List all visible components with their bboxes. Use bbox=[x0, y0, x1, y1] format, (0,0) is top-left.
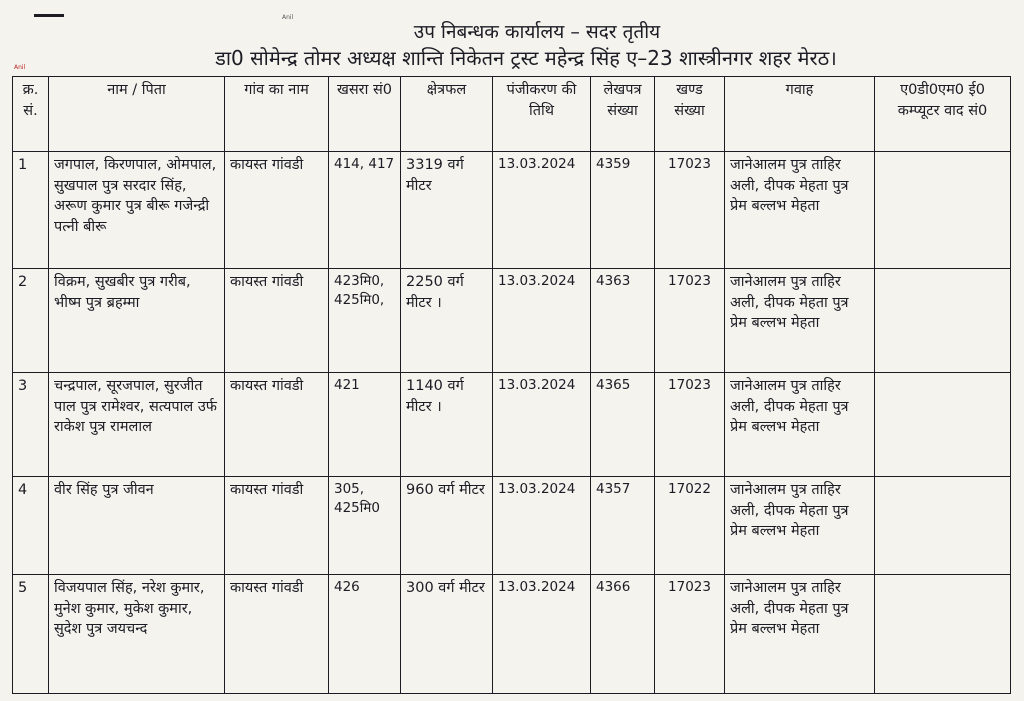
col-header-witness: गवाह bbox=[725, 77, 875, 152]
cell-village: कायस्त गांवडी bbox=[225, 373, 329, 477]
cell-case-no bbox=[875, 269, 1011, 373]
cell-khasra: 421 bbox=[329, 373, 401, 477]
cell-date: 13.03.2024 bbox=[493, 373, 591, 477]
handwritten-note: Anil bbox=[282, 14, 294, 21]
col-header-name: नाम / पिता bbox=[49, 77, 225, 152]
cell-serial: 5 bbox=[13, 575, 49, 694]
cell-volume-no: 17023 bbox=[655, 373, 725, 477]
col-header-case-no: ए0डी0एम0 ई0 कम्प्यूटर वाद सं0 bbox=[875, 77, 1011, 152]
cell-date: 13.03.2024 bbox=[493, 269, 591, 373]
top-dash-mark bbox=[34, 14, 64, 17]
cell-village: कायस्त गांवडी bbox=[225, 575, 329, 694]
cell-volume-no: 17022 bbox=[655, 477, 725, 575]
cell-case-no bbox=[875, 575, 1011, 694]
cell-volume-no: 17023 bbox=[655, 269, 725, 373]
table-row bbox=[13, 269, 1011, 373]
cell-serial: 3 bbox=[13, 373, 49, 477]
cell-witness: जानेआलम पुत्र ताहिर अली, दीपक मेहता पुत्र प्रेम बल्लभ मेहता bbox=[725, 477, 875, 575]
table-row bbox=[13, 575, 1011, 694]
col-header-khasra: खसरा सं0 bbox=[329, 77, 401, 152]
cell-serial: 2 bbox=[13, 269, 49, 373]
document-subtitle: डा0 सोमेन्द्र तोमर अध्यक्ष शान्ति निकेतन ट्रस्ट महेन्द्र सिंह ए–23 शास्त्रीनगर शहर मेरठ। bbox=[215, 46, 837, 70]
table-row bbox=[13, 373, 1011, 477]
cell-name: विक्रम, सुखबीर पुत्र गरीब, भीष्म पुत्र ब्रहम्मा bbox=[49, 269, 225, 373]
cell-case-no bbox=[875, 152, 1011, 269]
office-title: उप निबन्धक कार्यालय – सदर तृतीय bbox=[413, 21, 661, 43]
cell-deed-no: 4359 bbox=[591, 152, 655, 269]
cell-name: जगपाल, किरणपाल, ओमपाल, सुखपाल पुत्र सरदार सिंह, अरूण कुमार पुत्र बीरू गजेन्द्री पत्नी बीरू bbox=[49, 152, 225, 269]
cell-khasra: 423मि0, 425मि0, bbox=[329, 269, 401, 373]
cell-witness: जानेआलम पुत्र ताहिर अली, दीपक मेहता पुत्र प्रेम बल्लभ मेहता bbox=[725, 269, 875, 373]
cell-date: 13.03.2024 bbox=[493, 477, 591, 575]
cell-area: 300 वर्ग मीटर bbox=[401, 575, 493, 694]
cell-deed-no: 4366 bbox=[591, 575, 655, 694]
col-header-village: गांव का नाम bbox=[225, 77, 329, 152]
cell-village: कायस्त गांवडी bbox=[225, 477, 329, 575]
cell-serial: 1 bbox=[13, 152, 49, 269]
cell-volume-no: 17023 bbox=[655, 152, 725, 269]
cell-deed-no: 4357 bbox=[591, 477, 655, 575]
cell-date: 13.03.2024 bbox=[493, 575, 591, 694]
table-row bbox=[13, 477, 1011, 575]
cell-case-no bbox=[875, 477, 1011, 575]
col-header-serial: क्र. सं. bbox=[13, 77, 49, 152]
cell-deed-no: 4365 bbox=[591, 373, 655, 477]
cell-village: कायस्त गांवडी bbox=[225, 152, 329, 269]
cell-khasra: 426 bbox=[329, 575, 401, 694]
cell-volume-no: 17023 bbox=[655, 575, 725, 694]
table-row bbox=[13, 152, 1011, 269]
cell-area: 960 वर्ग मीटर bbox=[401, 477, 493, 575]
cell-village: कायस्त गांवडी bbox=[225, 269, 329, 373]
col-header-date: पंजीकरण की तिथि bbox=[493, 77, 591, 152]
cell-name: चन्द्रपाल, सूरजपाल, सुरजीत पाल पुत्र रामेश्वर, सत्यपाल उर्फ राकेश पुत्र रामलाल bbox=[49, 373, 225, 477]
cell-witness: जानेआलम पुत्र ताहिर अली, दीपक मेहता पुत्र प्रेम बल्लभ मेहता bbox=[725, 152, 875, 269]
cell-khasra: 305, 425मि0 bbox=[329, 477, 401, 575]
cell-area: 3319 वर्ग मीटर bbox=[401, 152, 493, 269]
cell-case-no bbox=[875, 373, 1011, 477]
cell-name: वीर सिंह पुत्र जीवन bbox=[49, 477, 225, 575]
registration-table bbox=[12, 76, 1011, 694]
cell-witness: जानेआलम पुत्र ताहिर अली, दीपक मेहता पुत्र प्रेम बल्लभ मेहता bbox=[725, 575, 875, 694]
cell-deed-no: 4363 bbox=[591, 269, 655, 373]
cell-khasra: 414, 417 bbox=[329, 152, 401, 269]
cell-serial: 4 bbox=[13, 477, 49, 575]
col-header-deed-no: लेखपत्र संख्या bbox=[591, 77, 655, 152]
col-header-volume-no: खण्ड संख्या bbox=[655, 77, 725, 152]
handwritten-note-left: Anil bbox=[14, 64, 26, 71]
table-header-row bbox=[13, 77, 1011, 152]
cell-date: 13.03.2024 bbox=[493, 152, 591, 269]
col-header-area: क्षेत्रफल bbox=[401, 77, 493, 152]
cell-area: 2250 वर्ग मीटर । bbox=[401, 269, 493, 373]
cell-witness: जानेआलम पुत्र ताहिर अली, दीपक मेहता पुत्र प्रेम बल्लभ मेहता bbox=[725, 373, 875, 477]
cell-area: 1140 वर्ग मीटर । bbox=[401, 373, 493, 477]
cell-name: विजयपाल सिंह, नरेश कुमार, मुनेश कुमार, मुकेश कुमार, सुदेश पुत्र जयचन्द bbox=[49, 575, 225, 694]
